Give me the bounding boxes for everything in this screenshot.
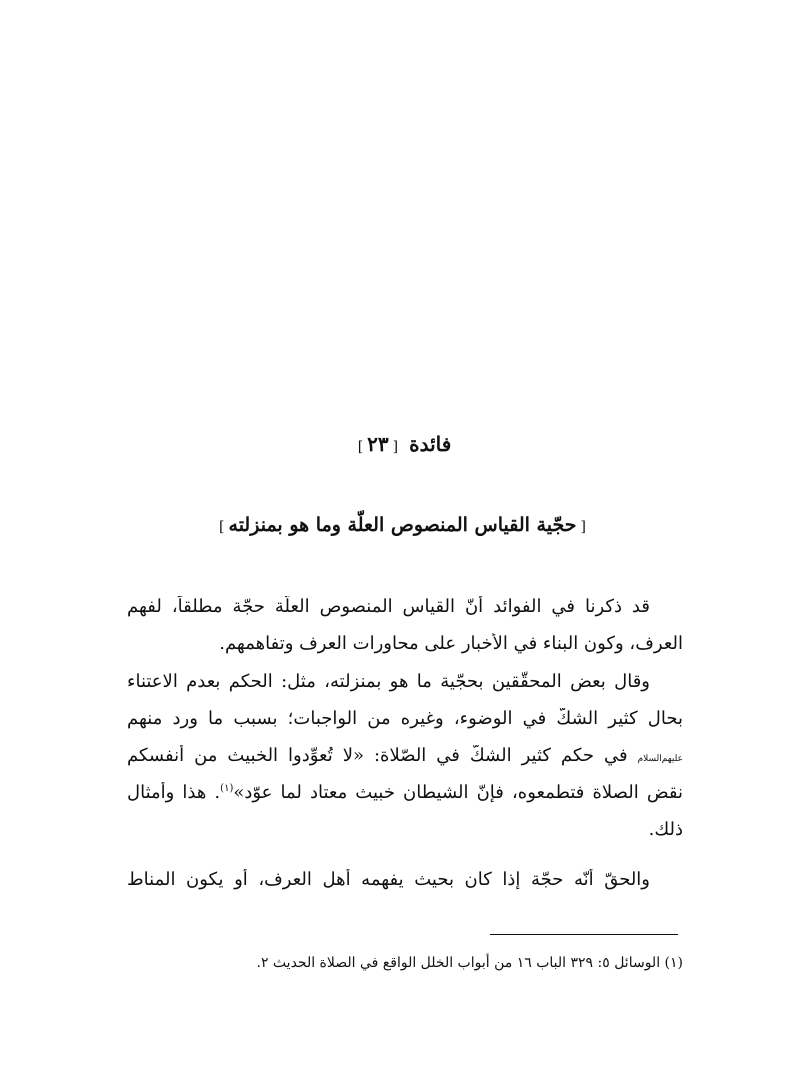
paragraph-2-line-4 [127, 782, 683, 803]
paragraph-2-line-3-text: في حكم كثير الشكّ في الصّلاة: «لا تُعوِّدوا الخبيث من أنفسكم [127, 745, 628, 766]
section-label: فائدة [409, 432, 452, 456]
footnote-reference[interactable]: (١) [220, 783, 234, 794]
open-bracket: [ [392, 439, 399, 455]
footnote-divider [490, 934, 678, 935]
paragraph-1-line-1: قد ذكرنا في الفوائد أنّ القياس المنصوص العلّة حجّة مطلقاً، لفهم [127, 596, 650, 617]
paragraph-1-line-2: العرف، وكون البناء في الأخبار على محاورات العرف وتفاهمهم. [219, 633, 683, 654]
section-number: ٢٣ [367, 432, 389, 456]
close-bracket: ] [357, 439, 364, 455]
paragraph-2-line-2: بحال كثير الشكّ في الوضوء، وغيره من الواجبات؛ بسبب ما ورد منهم [127, 708, 683, 729]
section-title-text: حجّية القياس المنصوص العلّة وما هو بمنزلته [228, 514, 577, 536]
paragraph-2-line-4-quote: نقض الصلاة فتطمعوه، فإنّ الشيطان خبيث معتاد لما عوّد» [233, 782, 683, 803]
footnote-text: (١) الوسائل ٥: ٣٢٩ الباب ١٦ من أبواب الخلل الواقع في الصلاة الحديث ٢. [256, 955, 683, 971]
section-number-heading [0, 432, 805, 456]
title-open-bracket: [ [580, 519, 586, 535]
honorific-text: عليهم‌السلام [637, 754, 683, 764]
title-close-bracket: ] [219, 519, 225, 535]
paragraph-2-line-3 [127, 745, 683, 766]
paragraph-3-line-1: والحقّ أنّه حجّة إذا كان بحيث يفهمه أهل العرف، أو يكون المناط [127, 869, 650, 890]
section-title [0, 514, 805, 536]
paragraph-2-line-5: ذلك. [648, 819, 683, 840]
paragraph-2-line-1: وقال بعض المحقّقين بحجّية ما هو بمنزلته، مثل: الحكم بعدم الاعتناء [127, 671, 650, 692]
paragraph-2-line-4-rest: . هذا وأمثال [127, 782, 221, 803]
